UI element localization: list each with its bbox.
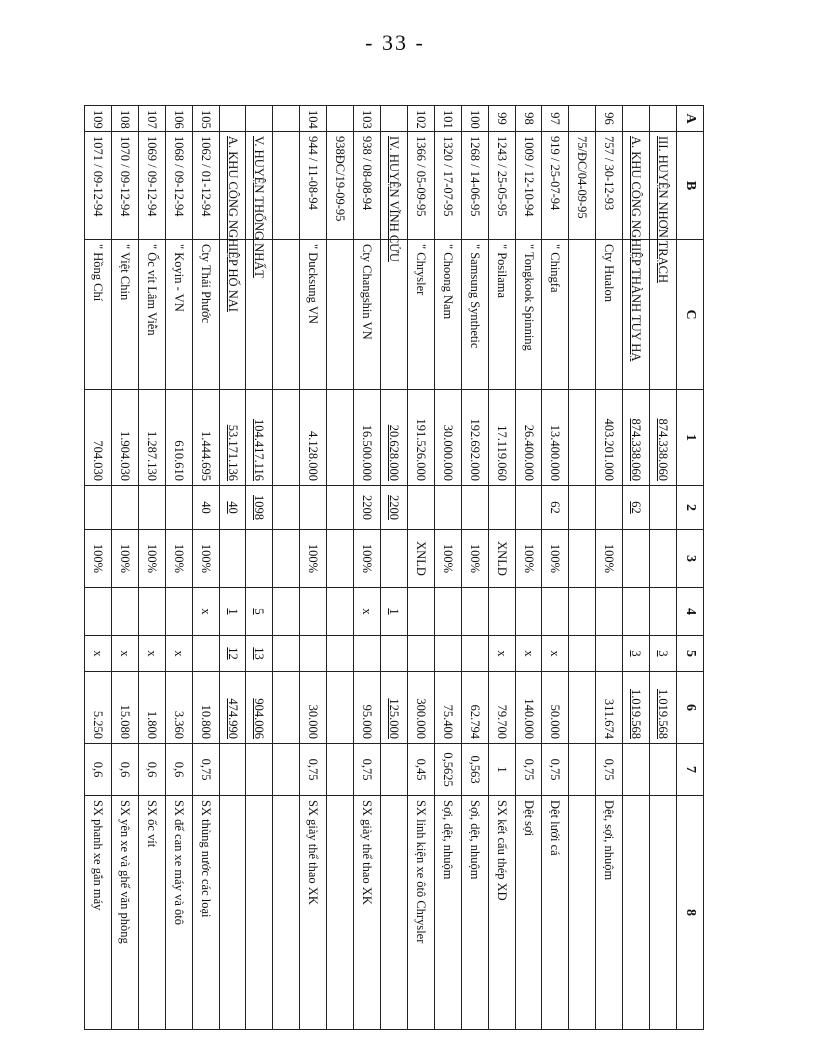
- cell-c: " Posilama: [488, 240, 515, 390]
- cell-v3: 100%: [542, 530, 569, 588]
- cell-v5: [569, 636, 596, 672]
- cell-v1: 17.119.060: [488, 390, 515, 486]
- cell-c: " Hồng Chí: [85, 240, 112, 390]
- cell-v7: 0,6: [165, 744, 192, 796]
- cell-v5: [354, 636, 381, 672]
- cell-a: 106: [165, 106, 192, 132]
- section-row: [381, 106, 408, 1030]
- cell-v2: 40: [219, 486, 246, 530]
- table-row: [542, 106, 569, 1030]
- cell-v4: [569, 588, 596, 636]
- cell-v2: 62: [623, 486, 650, 530]
- table-row: [461, 106, 488, 1030]
- cell-c: " Koyin - VN: [165, 240, 192, 390]
- cell-b: 1243 / 25-05-95: [488, 132, 515, 240]
- cell-v4: [515, 588, 542, 636]
- cell-v3: [327, 530, 354, 588]
- cell-b: A. KHU CÔNG NGHIỆP HỐ NAI: [219, 132, 246, 240]
- cell-c: Cty Thái Phước: [192, 240, 219, 390]
- table-row: [165, 106, 192, 1030]
- cell-c: " Tongkook Spinning: [515, 240, 542, 390]
- cell-v4: 5: [246, 588, 273, 636]
- cell-v3: 100%: [85, 530, 112, 588]
- cell-a: 103: [354, 106, 381, 132]
- cell-v6: 5.250: [85, 672, 112, 744]
- cell-b: 919 / 25-07-94: [542, 132, 569, 240]
- cell-v3: 100%: [111, 530, 138, 588]
- cell-v5: [300, 636, 327, 672]
- cell-v8: SX phanh xe gắn máy: [85, 796, 112, 1030]
- cell-v6: [569, 672, 596, 744]
- cell-b: 1009 / 12-10-94: [515, 132, 542, 240]
- cell-v4: [461, 588, 488, 636]
- cell-v4: x: [354, 588, 381, 636]
- cell-v6: 30.000: [300, 672, 327, 744]
- table-row: [300, 106, 327, 1030]
- cell-v1: 26.400.000: [515, 390, 542, 486]
- cell-a: 104: [300, 106, 327, 132]
- cell-v1: 104.417.116: [246, 390, 273, 486]
- cell-v8: SX giày thể thao XK: [354, 796, 381, 1030]
- cell-v4: [542, 588, 569, 636]
- cell-v7: [219, 744, 246, 796]
- section-row: [623, 106, 650, 1030]
- cell-v3: 100%: [300, 530, 327, 588]
- cell-v7: 0,75: [300, 744, 327, 796]
- cell-v1: 16.500.000: [354, 390, 381, 486]
- column-header: 3: [677, 530, 704, 588]
- cell-v7: [381, 744, 408, 796]
- cell-v2: [596, 486, 623, 530]
- cell-c: " Samsung Synthetic: [461, 240, 488, 390]
- cell-v3: [623, 530, 650, 588]
- cell-v6: 904.006: [246, 672, 273, 744]
- cell-v8: SX linh kiện xe ôtô Chrysler: [407, 796, 434, 1030]
- cell-b: 1268 / 14-06-95: [461, 132, 488, 240]
- cell-v6: [273, 672, 300, 744]
- page-number: - 33 -: [365, 30, 425, 55]
- cell-v2: [488, 486, 515, 530]
- cell-v2: [300, 486, 327, 530]
- cell-v5: [327, 636, 354, 672]
- cell-b: 757 / 30-12-93: [596, 132, 623, 240]
- cell-v2: [434, 486, 461, 530]
- column-header: 8: [677, 796, 704, 1030]
- cell-b: 944 / 11-08-94: [300, 132, 327, 240]
- cell-c: Cty Hualon: [596, 240, 623, 390]
- cell-v8: [273, 796, 300, 1030]
- cell-v8: Dệt sợi: [515, 796, 542, 1030]
- cell-v4: [165, 588, 192, 636]
- cell-v4: [407, 588, 434, 636]
- cell-v8: Sợi, dệt, nhuộm: [434, 796, 461, 1030]
- cell-v8: Sợi, dệt, nhuộm: [461, 796, 488, 1030]
- cell-v8: [219, 796, 246, 1030]
- cell-v3: [569, 530, 596, 588]
- cell-v5: [407, 636, 434, 672]
- cell-v5: x: [488, 636, 515, 672]
- cell-c: [327, 240, 354, 390]
- cell-c: " Ốc vít Lâm Viễn: [138, 240, 165, 390]
- table-row: [515, 106, 542, 1030]
- table-row: [569, 106, 596, 1030]
- table-body: [85, 106, 677, 1030]
- cell-b: 1062 / 01-12-94: [192, 132, 219, 240]
- cell-v4: [300, 588, 327, 636]
- cell-v5: [273, 636, 300, 672]
- cell-a: 96: [596, 106, 623, 132]
- cell-v7: 0,6: [138, 744, 165, 796]
- cell-v1: 704.030: [85, 390, 112, 486]
- cell-v3: 100%: [165, 530, 192, 588]
- cell-v6: 75.400: [434, 672, 461, 744]
- cell-v7: [246, 744, 273, 796]
- cell-v1: 1.287.130: [138, 390, 165, 486]
- cell-v2: [111, 486, 138, 530]
- cell-v4: [85, 588, 112, 636]
- cell-a: [273, 106, 300, 132]
- cell-b: 938 / 08-08-94: [354, 132, 381, 240]
- cell-a: 105: [192, 106, 219, 132]
- cell-v8: [246, 796, 273, 1030]
- cell-v3: [219, 530, 246, 588]
- cell-a: [246, 106, 273, 132]
- cell-b: A. KHU CÔNG NGHIỆP THÀNH TUY HẠ: [623, 132, 650, 240]
- cell-b: 938ĐC/19-09-95: [327, 132, 354, 240]
- cell-v2: [650, 486, 677, 530]
- cell-v5: 3: [650, 636, 677, 672]
- cell-v1: [327, 390, 354, 486]
- cell-v4: [488, 588, 515, 636]
- cell-v7: 0,75: [354, 744, 381, 796]
- cell-a: 102: [407, 106, 434, 132]
- table-row: [138, 106, 165, 1030]
- section-row: [650, 106, 677, 1030]
- column-header: C: [677, 240, 704, 390]
- cell-a: [219, 106, 246, 132]
- cell-a: [569, 106, 596, 132]
- cell-v5: 12: [219, 636, 246, 672]
- cell-a: [623, 106, 650, 132]
- cell-v5: x: [111, 636, 138, 672]
- cell-v7: 0,5625: [434, 744, 461, 796]
- cell-v8: [623, 796, 650, 1030]
- cell-c: " Chingfa: [542, 240, 569, 390]
- cell-a: 101: [434, 106, 461, 132]
- cell-c: " Ducksung VN: [300, 240, 327, 390]
- cell-v2: [85, 486, 112, 530]
- rotated-table-container: [84, 105, 704, 1029]
- cell-v4: x: [192, 588, 219, 636]
- cell-v4: [327, 588, 354, 636]
- cell-v6: [327, 672, 354, 744]
- cell-v3: [650, 530, 677, 588]
- cell-v4: [623, 588, 650, 636]
- cell-v4: [596, 588, 623, 636]
- cell-v6: 311.674: [596, 672, 623, 744]
- cell-a: [381, 106, 408, 132]
- cell-v6: 1.019.568: [623, 672, 650, 744]
- cell-v4: 1: [381, 588, 408, 636]
- cell-b: 1071 / 09-12-94: [85, 132, 112, 240]
- cell-v3: XNLD: [407, 530, 434, 588]
- cell-v6: 62.794: [461, 672, 488, 744]
- cell-a: 98: [515, 106, 542, 132]
- cell-v2: [273, 486, 300, 530]
- cell-v8: [569, 796, 596, 1030]
- cell-b: 1070 / 09-12-94: [111, 132, 138, 240]
- cell-v7: [327, 744, 354, 796]
- column-header: 1: [677, 390, 704, 486]
- cell-v1: [273, 390, 300, 486]
- cell-v8: [650, 796, 677, 1030]
- cell-v4: 1: [219, 588, 246, 636]
- cell-v7: 0,75: [542, 744, 569, 796]
- cell-v6: 140.000: [515, 672, 542, 744]
- cell-v7: 0,75: [192, 744, 219, 796]
- cell-v2: [165, 486, 192, 530]
- table-row: [596, 106, 623, 1030]
- cell-v5: [434, 636, 461, 672]
- table-row: [111, 106, 138, 1030]
- table-row: [434, 106, 461, 1030]
- cell-b: 75/ĐC/04-09-95: [569, 132, 596, 240]
- cell-v3: 100%: [515, 530, 542, 588]
- column-header: 4: [677, 588, 704, 636]
- cell-v6: 1.019.568: [650, 672, 677, 744]
- cell-v6: 1.800: [138, 672, 165, 744]
- cell-v5: x: [165, 636, 192, 672]
- cell-v7: [623, 744, 650, 796]
- cell-v7: 0,563: [461, 744, 488, 796]
- column-header: 7: [677, 744, 704, 796]
- cell-c: [569, 240, 596, 390]
- cell-v7: 0,6: [85, 744, 112, 796]
- cell-v2: 2200: [354, 486, 381, 530]
- cell-v2: [327, 486, 354, 530]
- column-header: 6: [677, 672, 704, 744]
- cell-v4: [273, 588, 300, 636]
- cell-v3: [246, 530, 273, 588]
- cell-v7: 1: [488, 744, 515, 796]
- cell-c: [273, 240, 300, 390]
- cell-v6: 79.700: [488, 672, 515, 744]
- section-row: [246, 106, 273, 1030]
- cell-v5: x: [542, 636, 569, 672]
- cell-v8: SX đế can xe máy và ôtô: [165, 796, 192, 1030]
- cell-v6: 15.080: [111, 672, 138, 744]
- cell-v6: 300.000: [407, 672, 434, 744]
- cell-v1: 874.338.060: [650, 390, 677, 486]
- cell-v1: 1.904.030: [111, 390, 138, 486]
- section-row: [219, 106, 246, 1030]
- cell-v4: [138, 588, 165, 636]
- table-row: [273, 106, 300, 1030]
- cell-v3: 100%: [461, 530, 488, 588]
- table-row: [327, 106, 354, 1030]
- cell-v5: [596, 636, 623, 672]
- cell-v3: 100%: [596, 530, 623, 588]
- table-row: [488, 106, 515, 1030]
- column-header: A: [677, 106, 704, 132]
- cell-a: 99: [488, 106, 515, 132]
- cell-v8: [381, 796, 408, 1030]
- cell-v6: 3.360: [165, 672, 192, 744]
- cell-v1: [569, 390, 596, 486]
- cell-b: [273, 132, 300, 240]
- cell-v1: 20.628.000: [381, 390, 408, 486]
- cell-v5: 3: [623, 636, 650, 672]
- table-row: [192, 106, 219, 1030]
- cell-v1: 1.444.695: [192, 390, 219, 486]
- cell-v1: 874.338.060: [623, 390, 650, 486]
- cell-c: Cty Changshin VN: [354, 240, 381, 390]
- cell-a: [650, 106, 677, 132]
- cell-v2: [515, 486, 542, 530]
- cell-b: V. HUYỆN THỐNG NHẤT: [246, 132, 273, 240]
- cell-v1: 403.201.000: [596, 390, 623, 486]
- cell-v1: 30.000.000: [434, 390, 461, 486]
- header-row: [677, 106, 704, 1030]
- cell-v5: 13: [246, 636, 273, 672]
- cell-v4: [434, 588, 461, 636]
- cell-b: 1069 / 09-12-94: [138, 132, 165, 240]
- cell-v3: 100%: [192, 530, 219, 588]
- cell-v2: 40: [192, 486, 219, 530]
- cell-v2: [138, 486, 165, 530]
- cell-v3: 100%: [138, 530, 165, 588]
- cell-v2: 62: [542, 486, 569, 530]
- cell-a: 100: [461, 106, 488, 132]
- cell-v1: 53.171.136: [219, 390, 246, 486]
- cell-v2: [407, 486, 434, 530]
- cell-v8: SX kết cấu thép XD: [488, 796, 515, 1030]
- cell-a: 97: [542, 106, 569, 132]
- cell-v5: x: [515, 636, 542, 672]
- cell-v5: [192, 636, 219, 672]
- cell-a: 108: [111, 106, 138, 132]
- cell-v5: [461, 636, 488, 672]
- table-row: [85, 106, 112, 1030]
- cell-v8: SX giày thể thao XK: [300, 796, 327, 1030]
- cell-v1: 13.400.000: [542, 390, 569, 486]
- cell-v6: 125.000: [381, 672, 408, 744]
- column-header: B: [677, 132, 704, 240]
- cell-v1: 192.692.000: [461, 390, 488, 486]
- cell-c: " Chrysler: [407, 240, 434, 390]
- cell-v5: x: [85, 636, 112, 672]
- cell-v4: [650, 588, 677, 636]
- cell-v3: 100%: [434, 530, 461, 588]
- cell-v5: [381, 636, 408, 672]
- table-row: [407, 106, 434, 1030]
- cell-v7: [569, 744, 596, 796]
- column-header: 5: [677, 636, 704, 672]
- cell-v3: XNLD: [488, 530, 515, 588]
- cell-a: [327, 106, 354, 132]
- cell-c: " Choong Nam: [434, 240, 461, 390]
- cell-v2: [569, 486, 596, 530]
- cell-v4: [111, 588, 138, 636]
- cell-v7: [273, 744, 300, 796]
- investment-table: [84, 105, 704, 1030]
- cell-v2: [461, 486, 488, 530]
- cell-v7: 0,45: [407, 744, 434, 796]
- column-header: 2: [677, 486, 704, 530]
- cell-v8: SX ốc vít: [138, 796, 165, 1030]
- cell-b: 1320 / 17-07-95: [434, 132, 461, 240]
- table-row: [354, 106, 381, 1030]
- cell-v7: 0,75: [515, 744, 542, 796]
- cell-v1: 191.526.000: [407, 390, 434, 486]
- cell-v8: SX yên xe và ghế văn phòng: [111, 796, 138, 1030]
- cell-v6: 474.990: [219, 672, 246, 744]
- cell-b: 1068 / 09-12-94: [165, 132, 192, 240]
- cell-c: [381, 240, 408, 390]
- cell-v5: x: [138, 636, 165, 672]
- cell-v6: 10.800: [192, 672, 219, 744]
- cell-v7: 0,6: [111, 744, 138, 796]
- cell-v3: [273, 530, 300, 588]
- cell-c: " Việt Chin: [111, 240, 138, 390]
- cell-v3: [381, 530, 408, 588]
- cell-v8: Dệt lưới cá: [542, 796, 569, 1030]
- cell-v6: 95.000: [354, 672, 381, 744]
- cell-v2: 1098: [246, 486, 273, 530]
- cell-b: IV. HUYỆN VĨNH CỬU: [381, 132, 408, 240]
- cell-a: 107: [138, 106, 165, 132]
- cell-v8: [327, 796, 354, 1030]
- cell-v2: 2200: [381, 486, 408, 530]
- cell-v3: 100%: [354, 530, 381, 588]
- cell-v1: 4.128.000: [300, 390, 327, 486]
- cell-b: 1366 / 05-09-95: [407, 132, 434, 240]
- cell-a: 109: [85, 106, 112, 132]
- cell-v8: Dệt, sợi, nhuộm: [596, 796, 623, 1030]
- cell-b: III. HUYỆN NHƠN TRẠCH: [650, 132, 677, 240]
- cell-v1: 610.610: [165, 390, 192, 486]
- cell-v7: 0,75: [596, 744, 623, 796]
- cell-v7: [650, 744, 677, 796]
- cell-v8: SX thùng nước các loại: [192, 796, 219, 1030]
- cell-v6: 50.000: [542, 672, 569, 744]
